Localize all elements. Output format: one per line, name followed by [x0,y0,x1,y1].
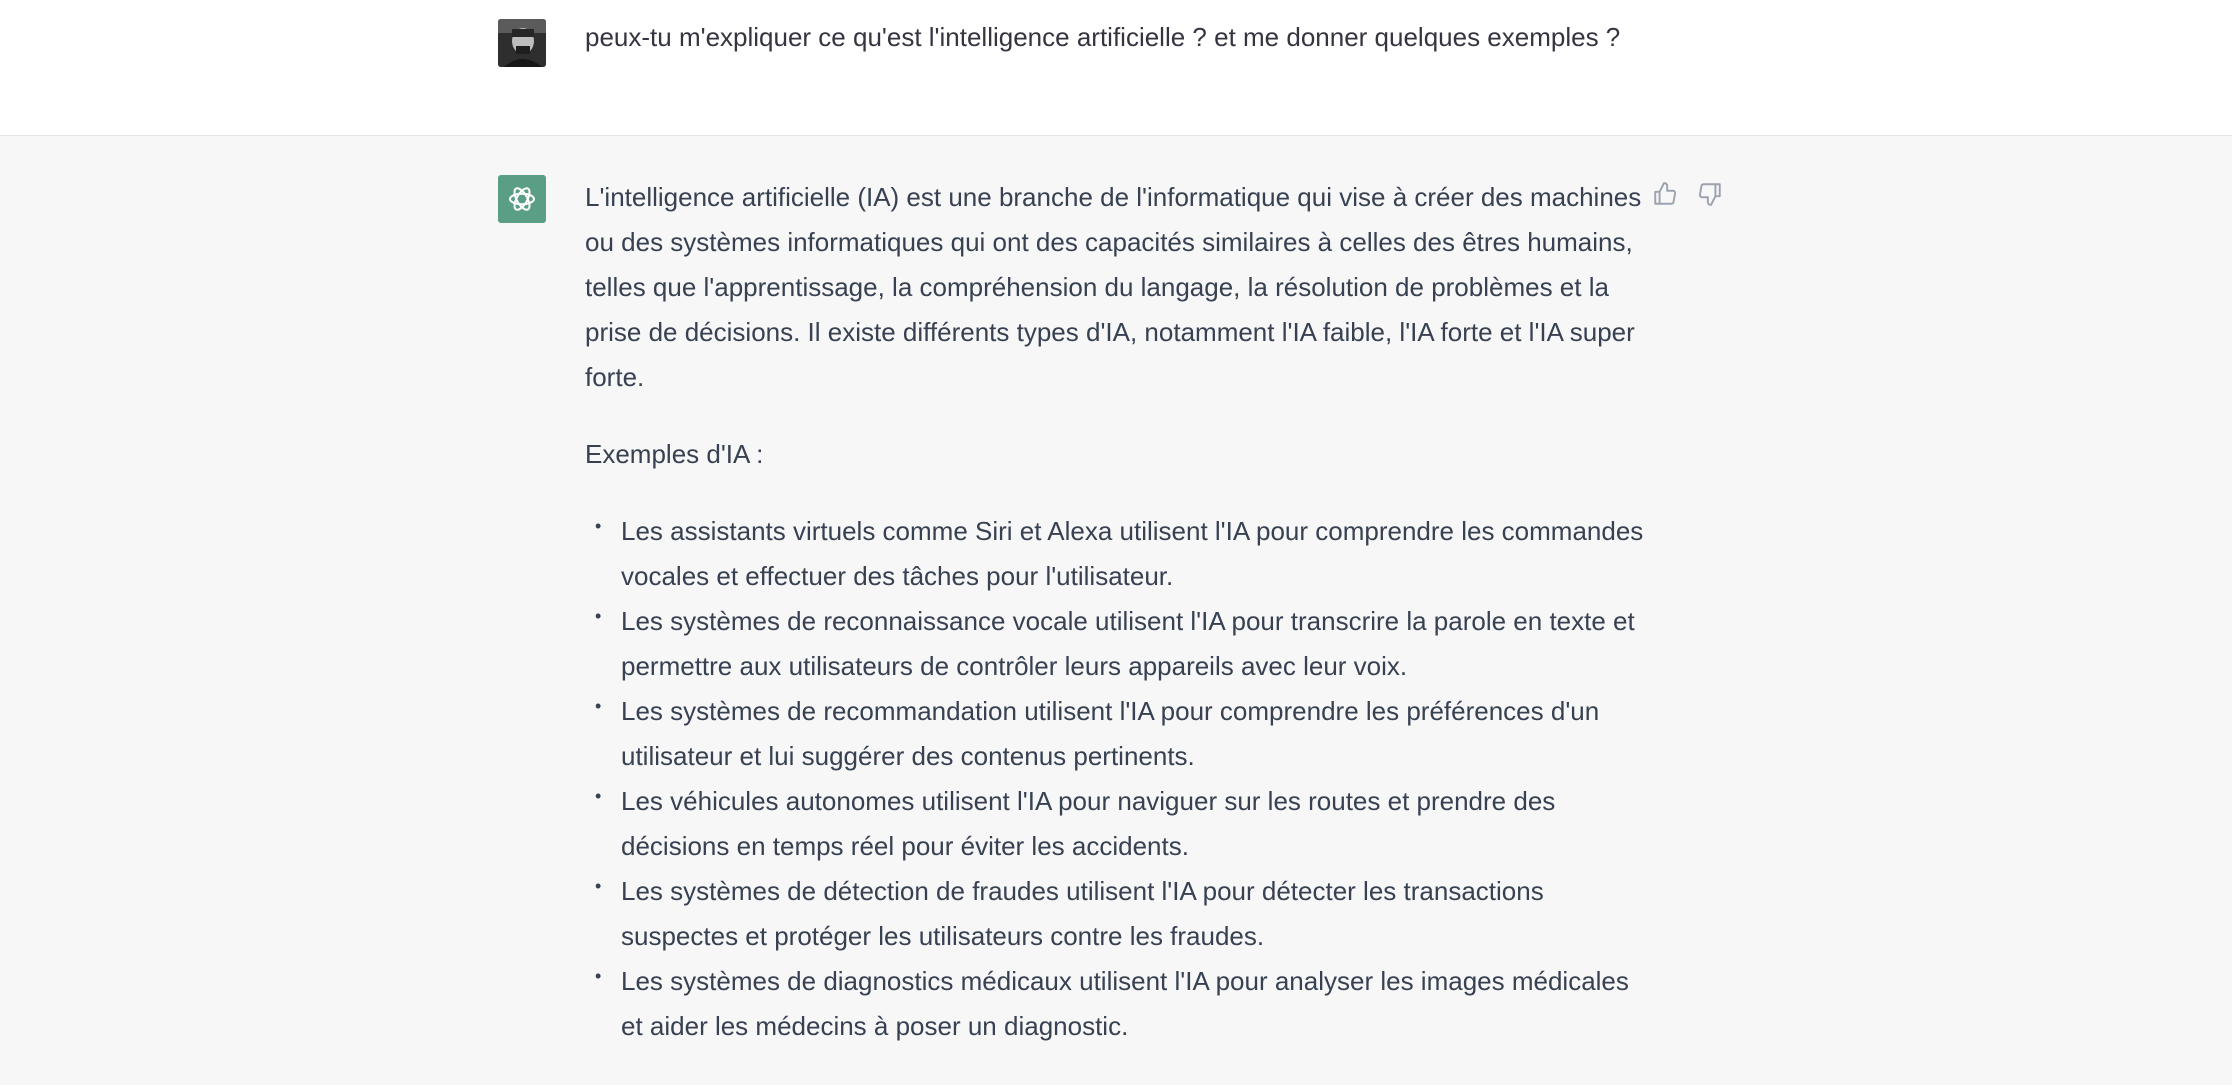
bullet-glyph: • [595,606,602,626]
bullet-glyph: • [595,876,602,896]
user-message-text: peux-tu m'expliquer ce qu'est l'intelligence artificielle ? et me donner quelques exemples ? [585,22,1621,52]
examples-heading: Exemples d'IA : [585,439,764,469]
list-item-text: Les systèmes de reconnaissance vocale utilisent l'IA pour transcrire la parole en texte et permettre aux utilisateurs de contrôler leurs appareils avec leur voix. [621,606,1635,681]
assistant-message-row [0,136,2232,1085]
user-message-row [0,0,2232,136]
thumbs-up-icon [1652,181,1678,207]
bullet-glyph: • [595,696,602,716]
bullet-glyph: • [595,786,602,806]
list-item [585,599,1645,689]
assistant-message-content [585,175,1645,1049]
list-item [585,509,1645,599]
list-item-text: Les assistants virtuels comme Siri et Alexa utilisent l'IA pour comprendre les commandes vocales et effectuer des tâches pour l'utilisateur. [621,516,1644,591]
list-item [585,689,1645,779]
openai-logo-icon [506,183,538,215]
bullet-glyph: • [595,516,602,536]
user-avatar [498,19,546,67]
thumbs-down-button[interactable] [1694,178,1726,210]
list-item-text: Les systèmes de détection de fraudes utilisent l'IA pour détecter les transactions suspectes et protéger les utilisateurs contre les fraudes. [621,876,1544,951]
user-avatar-image [498,19,546,67]
list-item-text: Les systèmes de diagnostics médicaux utilisent l'IA pour analyser les images médicales et aider les médecins à poser un diagnostic. [621,966,1629,1041]
assistant-logo-icon [498,175,546,223]
list-item [585,869,1645,959]
bullet-glyph: • [595,966,602,986]
thumbs-up-button[interactable] [1649,178,1681,210]
list-item-text: Les véhicules autonomes utilisent l'IA pour naviguer sur les routes et prendre des décisions en temps réel pour éviter les accidents. [621,786,1556,861]
thumbs-down-icon [1697,181,1723,207]
examples-list [585,509,1645,1049]
list-item [585,779,1645,869]
list-item [585,959,1645,1049]
answer-intro-paragraph: L'intelligence artificielle (IA) est une branche de l'informatique qui vise à créer des machines ou des systèmes informatiques qui ont des capacités similaires à celles des êtres humains, telles que l'apprentissage, la compréhension du langage, la résolution de problèmes et la prise de décisions. Il existe différents types d'IA, notamment l'IA faible, l'IA forte et l'IA super forte. [585,182,1642,392]
list-item-text: Les systèmes de recommandation utilisent l'IA pour comprendre les préférences d'un utilisateur et lui suggérer des contenus pertinents. [621,696,1600,771]
